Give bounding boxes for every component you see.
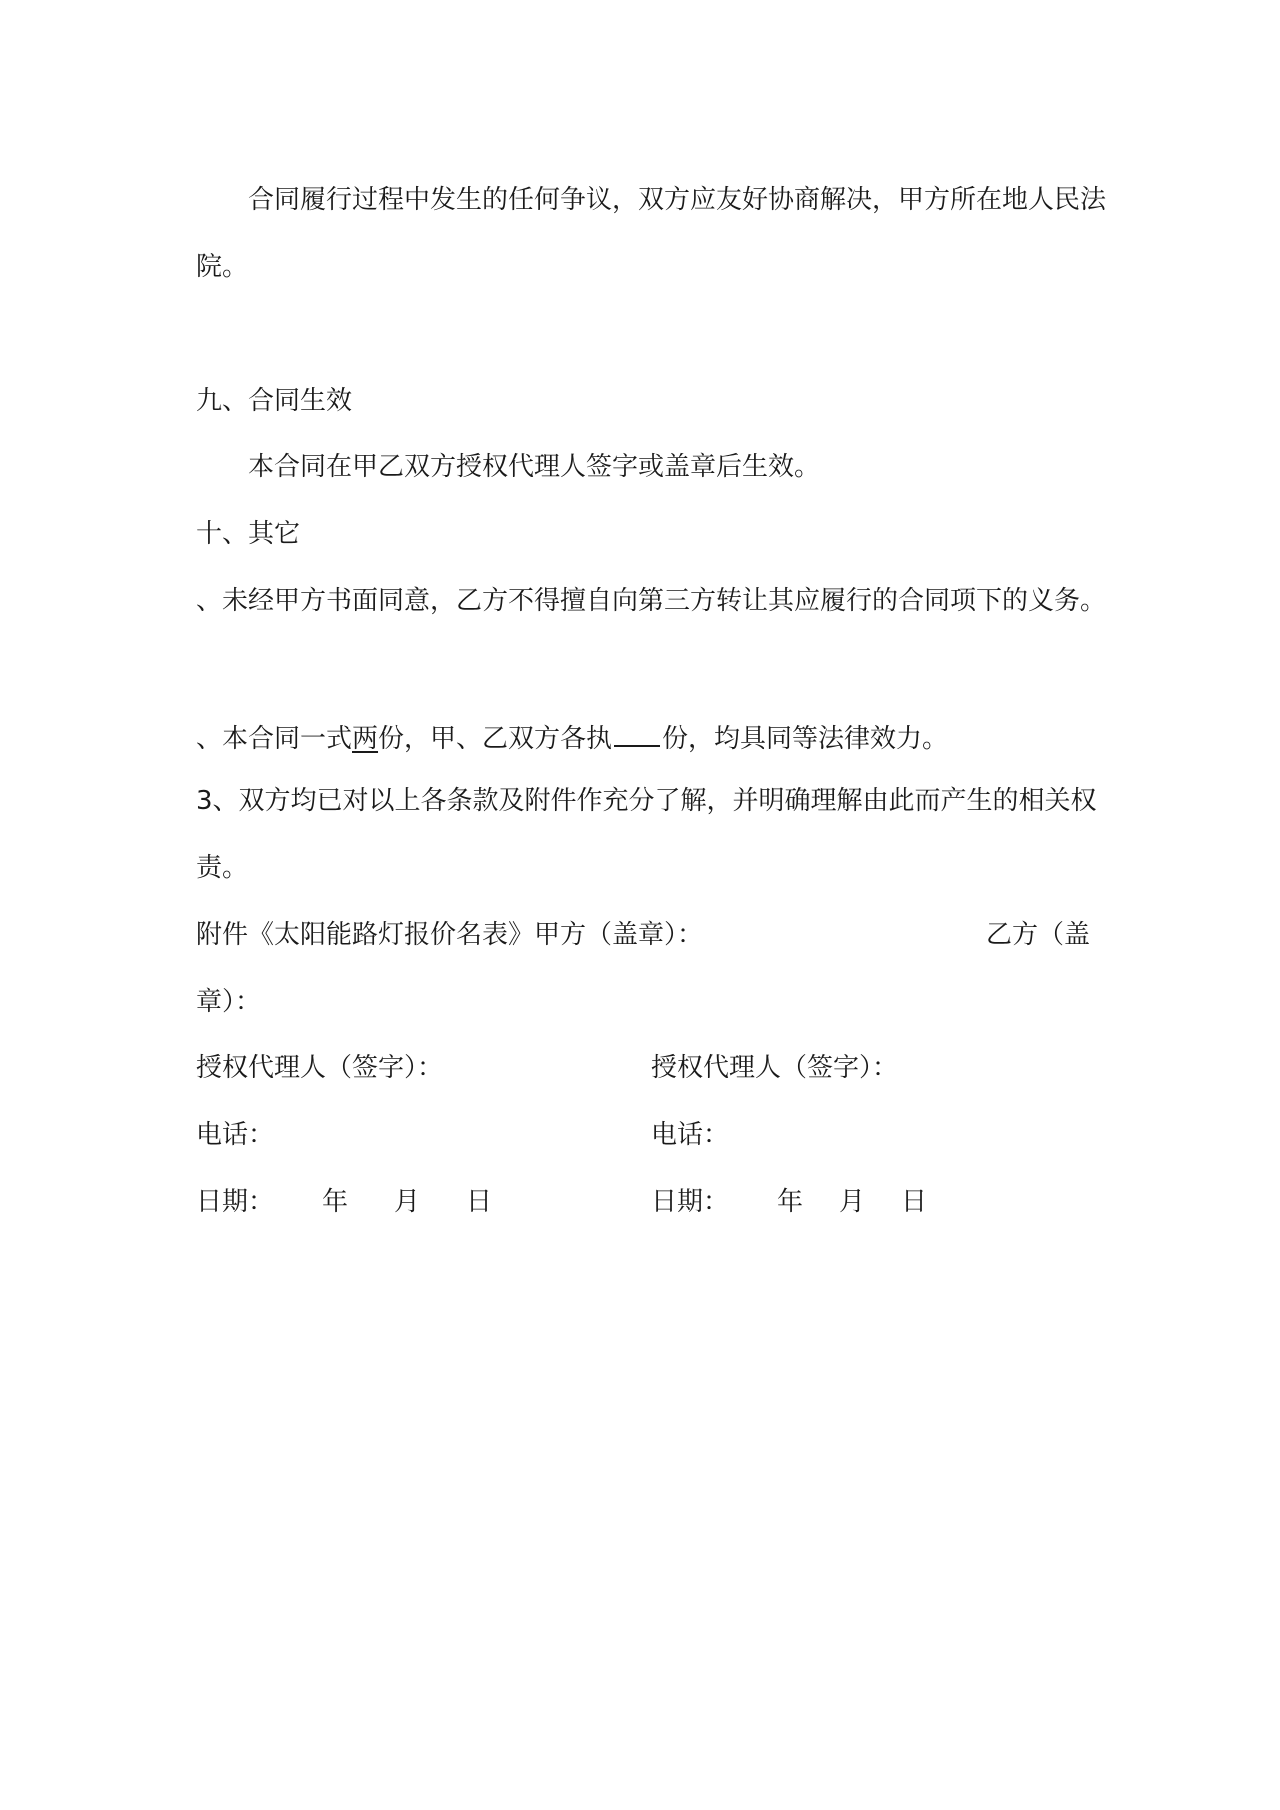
section-9-text: 本合同在甲乙双方授权代理人签字或盖章后生效。 bbox=[248, 452, 821, 482]
other-item-2 bbox=[196, 717, 948, 756]
attachment-party-a-seal: 附件《太阳能路灯报价名表》甲方（盖章）： bbox=[196, 920, 704, 950]
section-10-heading: 十、其它 bbox=[196, 519, 301, 549]
party-a-year: 年 bbox=[322, 1187, 349, 1217]
party-b-year: 年 bbox=[777, 1187, 804, 1217]
other-item-2-prefix: 、本合同一式 bbox=[196, 724, 353, 754]
dispute-clause: 合同履行过程中发生的任何争议，双方应友好协商解决，甲方所在地人民法 bbox=[248, 185, 1107, 215]
party-a-agent-label: 授权代理人（签字）： bbox=[196, 1053, 444, 1083]
section-9-heading: 九、合同生效 bbox=[196, 386, 353, 416]
dispute-clause-continued: 院。 bbox=[196, 252, 249, 282]
party-b-phone-label: 电话： bbox=[651, 1120, 730, 1150]
other-item-2-middle: 份，甲、乙双方各执 bbox=[378, 724, 613, 754]
party-b-date-label: 日期： bbox=[651, 1187, 730, 1217]
party-b-seal-continued: 章）： bbox=[196, 987, 262, 1017]
party-b-month: 月 bbox=[839, 1187, 866, 1217]
copies-each-blank bbox=[614, 717, 660, 747]
other-item-2-suffix: 份，均具同等法律效力。 bbox=[662, 724, 949, 754]
party-a-month: 月 bbox=[394, 1187, 421, 1217]
party-b-day: 日 bbox=[901, 1187, 928, 1217]
party-a-phone-label: 电话： bbox=[196, 1120, 275, 1150]
party-a-day: 日 bbox=[466, 1187, 493, 1217]
party-b-seal: 乙方（盖 bbox=[985, 920, 1090, 950]
party-a-date-label: 日期： bbox=[196, 1187, 275, 1217]
party-b-agent-label: 授权代理人（签字）： bbox=[651, 1053, 899, 1083]
other-item-3: 3、双方均已对以上各条款及附件作充分了解，并明确理解由此而产生的相关权 bbox=[196, 786, 1097, 816]
other-item-1: 、未经甲方书面同意，乙方不得擅自向第三方转让其应履行的合同项下的义务。 bbox=[196, 586, 1107, 616]
other-item-3-continued: 责。 bbox=[196, 853, 249, 883]
party-b-date bbox=[651, 1185, 927, 1219]
copies-total-value: 两 bbox=[352, 724, 379, 754]
party-a-date bbox=[196, 1185, 492, 1219]
